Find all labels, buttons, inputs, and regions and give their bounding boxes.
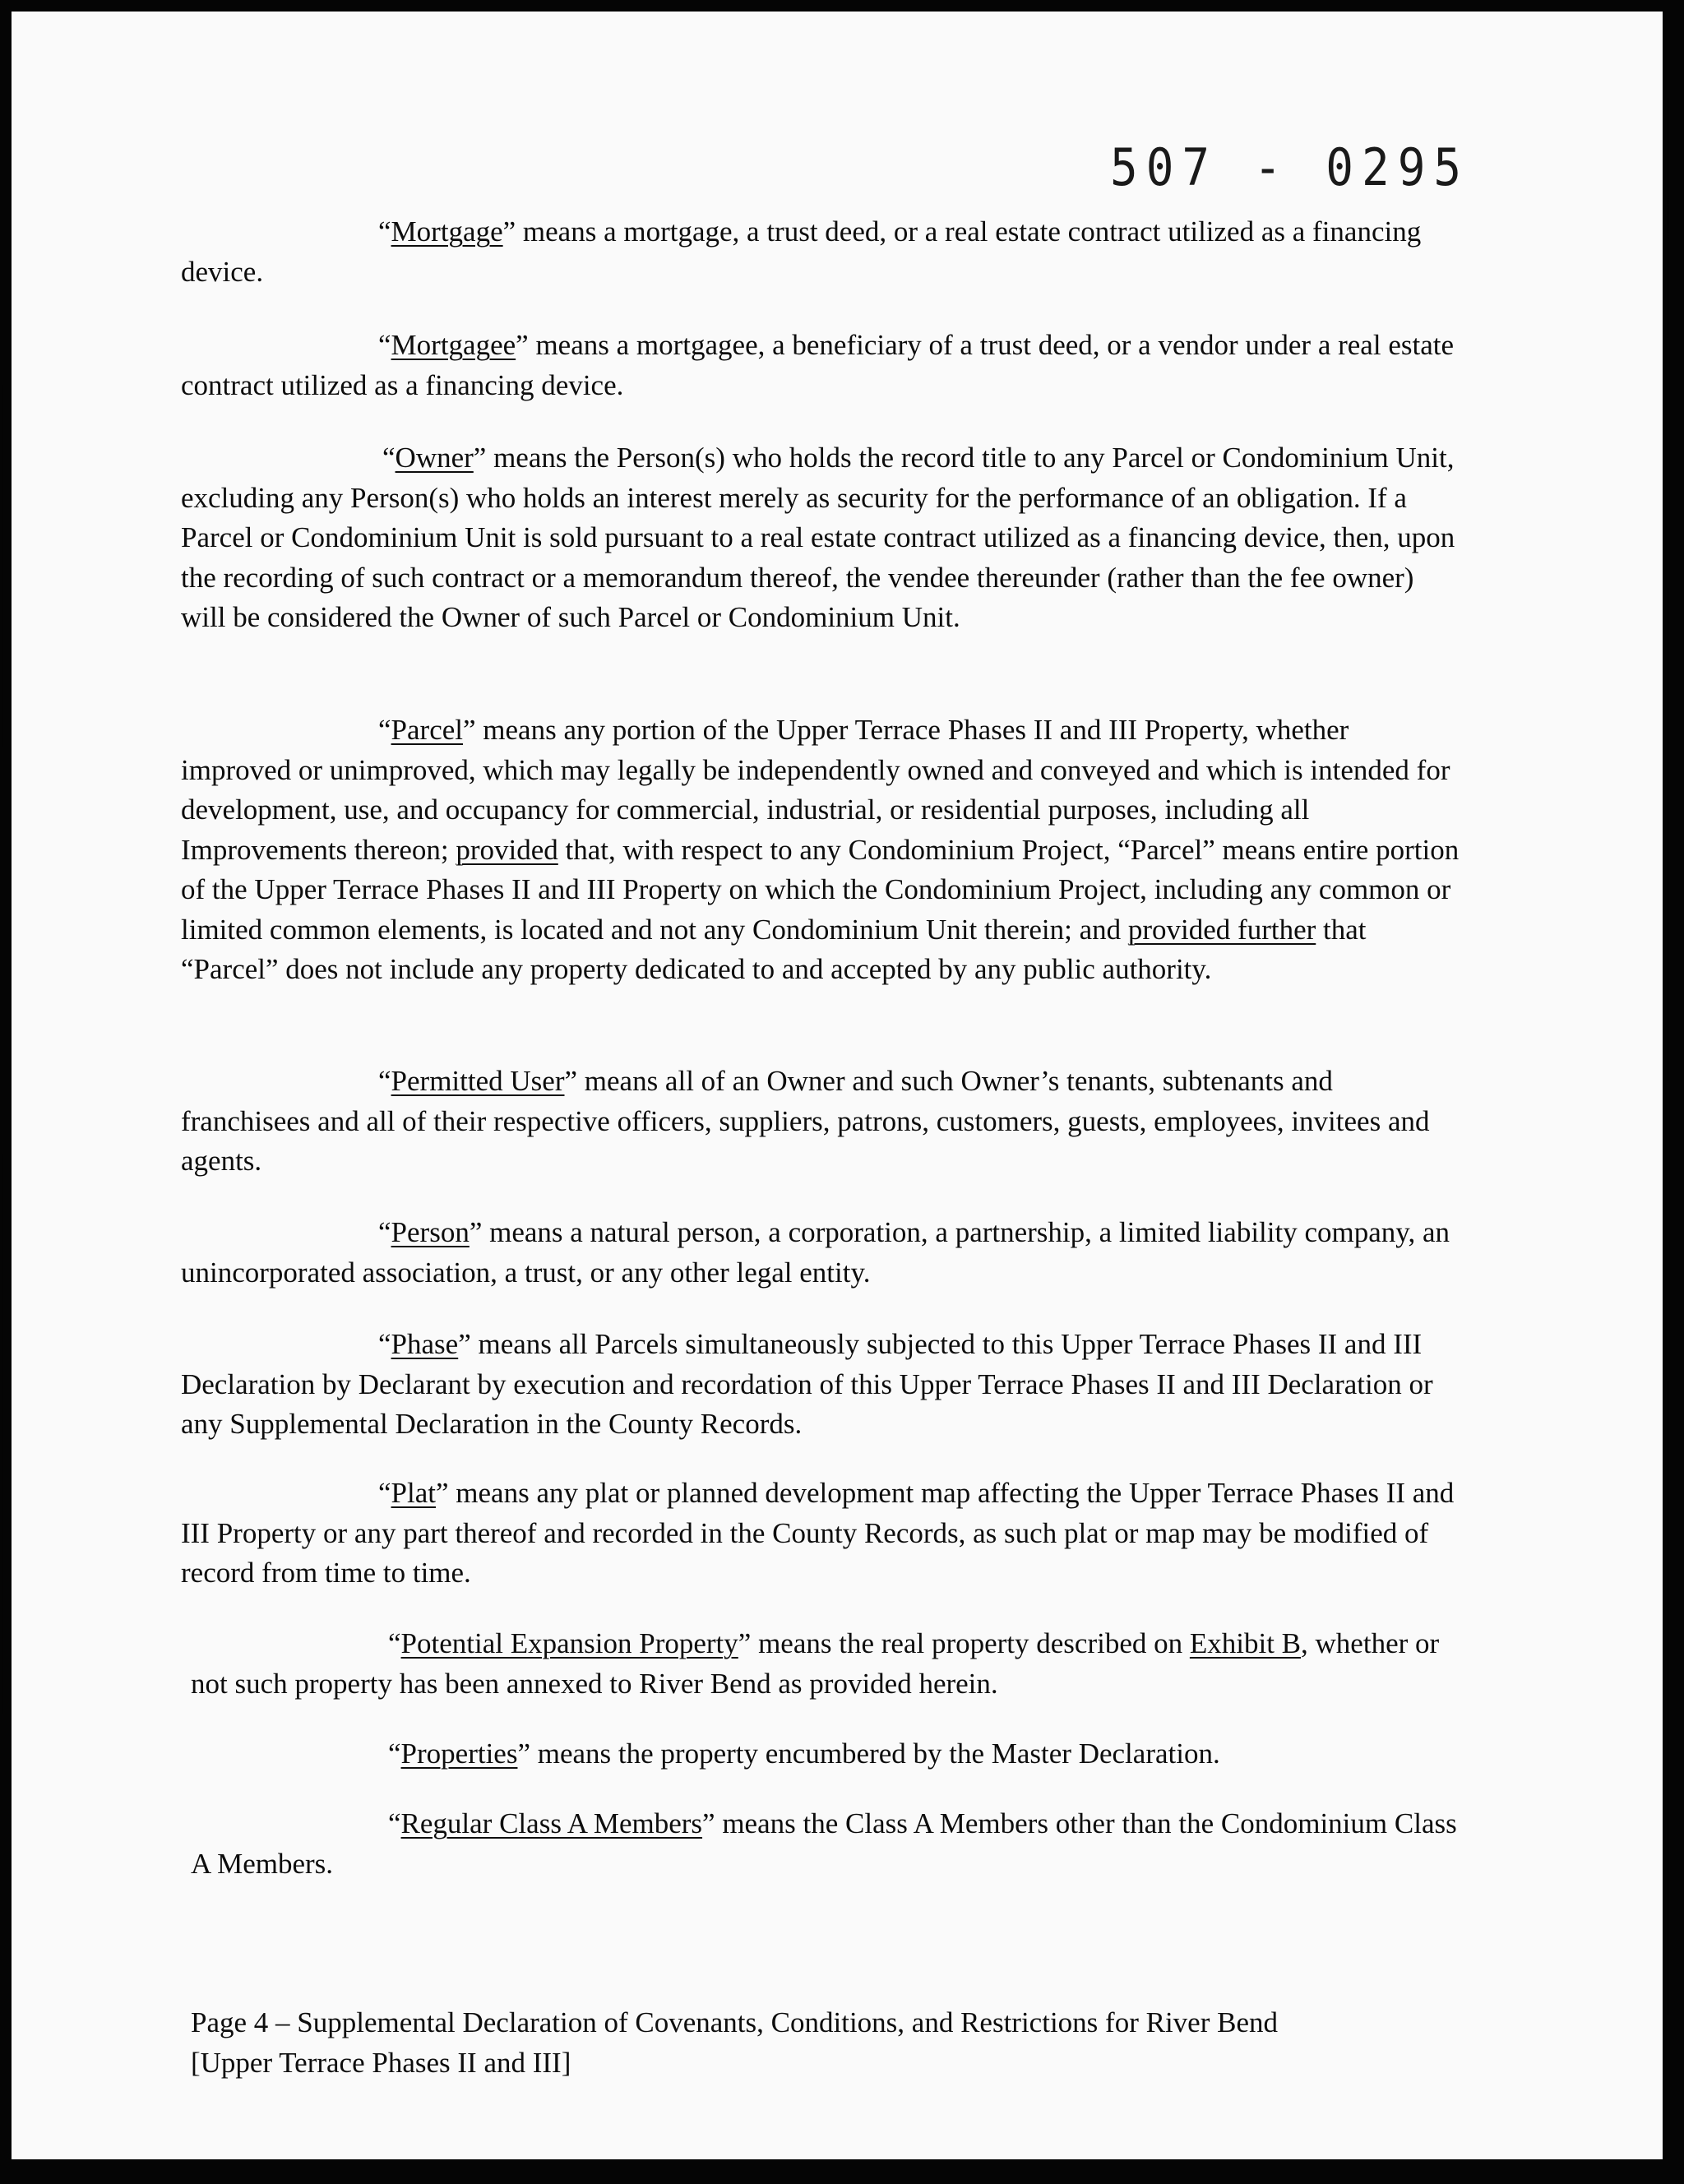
definition-text: that, with respect to any Condominium Project, “Parcel” means entire portion of the Upper Terrace Phases II and III Property on which the Condominium Project, including any common or limited common elements, is located and not any Condominium Unit therein; and <box>181 833 1460 946</box>
footer-subtitle: [Upper Terrace Phases II and III] <box>191 2046 571 2079</box>
defined-term: Parcel <box>391 714 463 746</box>
definition-mortgagee: “Mortgagee” means a mortgagee, a beneficiary of a trust deed, or a vendor under a real estate contract utilized as a financing device. <box>181 329 1454 401</box>
definition-text: ” means the real property described on <box>738 1627 1190 1659</box>
defined-term: Mortgagee <box>391 329 516 361</box>
definition-text: ” means all of an Owner and such Owner’s tenants, subtenants and franchisees and all of their respective officers, suppliers, patrons, customers, guests, employees, invitees and agents. <box>181 1065 1430 1177</box>
scan-edge-right <box>1667 49 1669 2154</box>
definition-text: ” means all Parcels simultaneously subjected to this Upper Terrace Phases II and III Declaration by Declarant by execution and recordation of this Upper Terrace Phases II and III Declaration or any Supplemental Declaration in the County Records. <box>181 1328 1433 1440</box>
defined-term: Mortgage <box>391 215 503 248</box>
definition-text: ” means a mortgagee, a beneficiary of a trust deed, or a vendor under a real estate contract utilized as a financing device. <box>181 329 1454 401</box>
definition-text: ” means a mortgage, a trust deed, or a real estate contract utilized as a financing device. <box>181 215 1422 288</box>
defined-term: Permitted User <box>391 1065 565 1097</box>
definition-person: “Person” means a natural person, a corporation, a partnership, a limited liability company, an unincorporated association, a trust, or any other legal entity. <box>181 1216 1450 1289</box>
definition-text: ” means any portion of the Upper Terrace Phases II and III Property, whether improved or unimproved, which may legally be independently owned and conveyed and which is intended for development, use, and occupancy for commercial, industrial, or residential purposes, including all Improvements thereon; <box>181 714 1450 866</box>
recording-stamp-number: 507 - 0295 <box>1110 138 1470 198</box>
definition-phase: “Phase” means all Parcels simultaneously subjected to this Upper Terrace Phases II and III Declaration by Declarant by execution and recordation of this Upper Terrace Phases II and III Declaration or any Supplemental Declaration in the County Records. <box>181 1328 1433 1440</box>
definition-text: ” means the Class A Members other than the Condominium Class A Members. <box>191 1807 1457 1880</box>
page-footer <box>191 2003 1457 2083</box>
definition-text: ” means any plat or planned development map affecting the Upper Terrace Phases II and III Property or any part thereof and recorded in the County Records, as such plat or map may be modified of record from time to time. <box>181 1477 1455 1589</box>
definition-text: , whether or not such property has been annexed to River Bend as provided herein. <box>191 1627 1440 1700</box>
provided-emphasis: provided <box>456 833 558 866</box>
defined-term: Phase <box>391 1328 459 1360</box>
footer-title: Page 4 – Supplemental Declaration of Covenants, Conditions, and Restrictions for River Bend <box>191 2006 1278 2038</box>
definition-text: that “Parcel” does not include any property dedicated to and accepted by any public authority. <box>181 913 1367 985</box>
definition-text: ” means the property encumbered by the Master Declaration. <box>517 1737 1220 1770</box>
definition-text: ” means a natural person, a corporation, a partnership, a limited liability company, an unincorporated association, a trust, or any other legal entity. <box>181 1216 1450 1289</box>
definition-parcel: “Parcel” means any portion of the Upper Terrace Phases II and III Property, whether improved or unimproved, which may legally be independently owned and conveyed and which is intended for development, use, and occupancy for commercial, industrial, or residential purposes, including all Improvements thereon; provided that, with respect to any Condominium Project, “Parcel” means entire portion of the Upper Terrace Phases II and III Property on which the Condominium Project, including any common or limited common elements, is located and not any Condominium Unit therein; and provided further that “Parcel” does not include any property dedicated to and accepted by any public authority. <box>181 714 1460 985</box>
defined-term: Person <box>391 1216 470 1248</box>
exhibit-b-reference: Exhibit B <box>1189 1627 1302 1659</box>
scan-edge-left <box>2 247 3 1973</box>
defined-term: Owner <box>395 442 474 474</box>
definition-permitted-user: “Permitted User” means all of an Owner and such Owner’s tenants, subtenants and franchisees and all of their respective officers, suppliers, patrons, customers, guests, employees, invitees and agents. <box>181 1065 1430 1177</box>
definition-owner: “Owner” means the Person(s) who holds the record title to any Parcel or Condominium Unit, excluding any Person(s) who holds an interest merely as security for the performance of an obligation. If a Parcel or Condominium Unit is sold pursuant to a real estate contract utilized as a financing device, then, upon the recording of such contract or a memorandum thereof, the vendee thereunder (rather than the fee owner) will be considered the Owner of such Parcel or Condominium Unit. <box>181 442 1455 633</box>
provided-further-emphasis: provided further <box>1127 913 1316 946</box>
defined-term: Plat <box>391 1477 436 1509</box>
definition-potential-expansion-property: “Potential Expansion Property” means the real property described on Exhibit B, whether or not such property has been annexed to River Bend as provided herein. <box>191 1627 1440 1700</box>
definition-regular-class-a-members: “Regular Class A Members” means the Class A Members other than the Condominium Class A Members. <box>191 1807 1457 1880</box>
definition-plat: “Plat” means any plat or planned development map affecting the Upper Terrace Phases II and III Property or any part thereof and recorded in the County Records, as such plat or map may be modified of record from time to time. <box>181 1477 1455 1589</box>
defined-term: Potential Expansion Property <box>400 1627 738 1659</box>
definition-mortgage: “Mortgage” means a mortgage, a trust deed, or a real estate contract utilized as a financing device. <box>181 215 1422 288</box>
defined-term: Regular Class A Members <box>400 1807 703 1839</box>
defined-term: Properties <box>400 1737 518 1770</box>
definition-properties: “Properties” means the property encumbered by the Master Declaration. <box>388 1737 1220 1770</box>
definition-text: ” means the Person(s) who holds the record title to any Parcel or Condominium Unit, excluding any Person(s) who holds an interest merely as security for the performance of an obligation. If a Parcel or Condominium Unit is sold pursuant to a real estate contract utilized as a financing device, then, upon the recording of such contract or a memorandum thereof, the vendee thereunder (rather than the fee owner) will be considered the Owner of such Parcel or Condominium Unit. <box>181 442 1455 633</box>
